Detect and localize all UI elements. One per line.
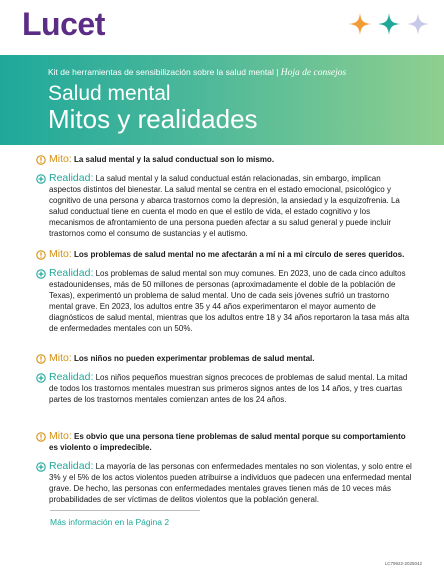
plus-icon (36, 373, 46, 383)
myth-line (36, 154, 414, 165)
fact-line (36, 173, 414, 239)
page-subtitle: Mitos y realidades (48, 104, 258, 134)
myth-line (36, 353, 414, 364)
lavender-star-icon (406, 12, 430, 36)
myth-line (36, 249, 414, 260)
myth-text: La salud mental y la salud conductual son lo mismo. (74, 155, 275, 164)
myth-fact-item (36, 353, 414, 405)
myth-fact-item (36, 249, 414, 334)
fact-label: Realidad: (49, 267, 94, 279)
fact-label: Realidad: (49, 172, 94, 184)
exclamation-icon (36, 354, 46, 364)
fact-text: Los problemas de salud mental son muy comunes. En 2023, uno de cada cinco adultos estadounidenses, más de 50 millones de personas (aproximadamente el doble de la población de Texas), experimentó un problema de salud mental. Uno de cada seis jóvenes sufrió un trastorno mental grave. En 2023, los adultos entre 35 y 44 años experimentaron el mayor aumento de diagnósticos de salud mental, mientras que los adultos entre 18 y 34 años reportaron la tasa más alta de enfermedades mentales con un 50%. (49, 269, 410, 333)
myth-fact-item (36, 431, 414, 505)
logo-text: Lucet (22, 6, 105, 42)
myth-label: Mito: (49, 430, 72, 442)
fact-line (36, 372, 414, 405)
fact-text: La salud mental y la salud conductual están relacionadas, sin embargo, implican aspectos distintos del bienestar. La salud mental se centra en el estado emocional, psicológico y cognitivo de una persona y abarca trastornos como la depresión, la ansiedad y la esquizofrenia. La salud conductual tiene en cuenta el modo en que el estilo de vida, el estado cognitivo y los mecanismos de afrontamiento de una persona pueden afectar a su salud general y puede incluir trastornos como el consumo de sustancias y el autismo. (49, 174, 400, 238)
exclamation-icon (36, 250, 46, 260)
orange-star-icon (348, 12, 372, 36)
decorative-stars (348, 12, 430, 36)
fact-label: Realidad: (49, 371, 94, 383)
plus-icon (36, 462, 46, 472)
myth-text: Los niños no pueden experimentar problemas de salud mental. (74, 354, 315, 363)
fact-line (36, 268, 414, 334)
teal-star-icon (377, 12, 401, 36)
lucet-logo (22, 6, 105, 43)
myth-label: Mito: (49, 352, 72, 364)
fact-text: La mayoría de las personas con enfermedades mentales no son violentas, y solo entre el 3% y el 5% de los actos violentos pueden atribuirse a individuos que padecen una enfermedad mental grave. De hecho, las personas con enfermedades mentales graves tienen más de 10 veces más probabilidades de ser víctimas de delitos violentos que la población general. (49, 462, 412, 504)
header (0, 0, 444, 55)
myth-line (36, 431, 414, 453)
exclamation-icon (36, 432, 46, 442)
toolkit-subtitle (48, 67, 346, 78)
myth-label: Mito: (49, 248, 72, 260)
myth-fact-item (36, 154, 414, 239)
tip-sheet-label: Hoja de consejos (280, 68, 347, 78)
more-info-link[interactable]: Más información en la Página 2 (50, 517, 170, 527)
toolkit-text: Kit de herramientas de sensibilización sobre la salud mental | (48, 67, 281, 77)
fact-text: Los niños pequeños muestran signos precoces de problemas de salud mental. La mitad de todos los trastornos mentales muestran sus primeros signos antes de los 14 años, y tres cuartas partes de los trastornos mentales comienzan antes de los 24 años. (49, 373, 408, 404)
plus-icon (36, 269, 46, 279)
plus-icon (36, 174, 46, 184)
myth-label: Mito: (49, 153, 72, 165)
exclamation-icon (36, 155, 46, 165)
fact-line (36, 461, 414, 505)
myth-text: Los problemas de salud mental no me afectarán a mí ni a mi círculo de seres queridos. (74, 250, 405, 259)
footer-divider (50, 510, 200, 511)
myth-text: Es obvio que una persona tiene problemas de salud mental porque su comportamiento es violento o impredecible. (49, 432, 406, 452)
page-title: Salud mental (48, 82, 171, 105)
title-banner (0, 55, 444, 145)
fact-label: Realidad: (49, 460, 94, 472)
document-code: LC79922-2025042 (384, 561, 422, 566)
